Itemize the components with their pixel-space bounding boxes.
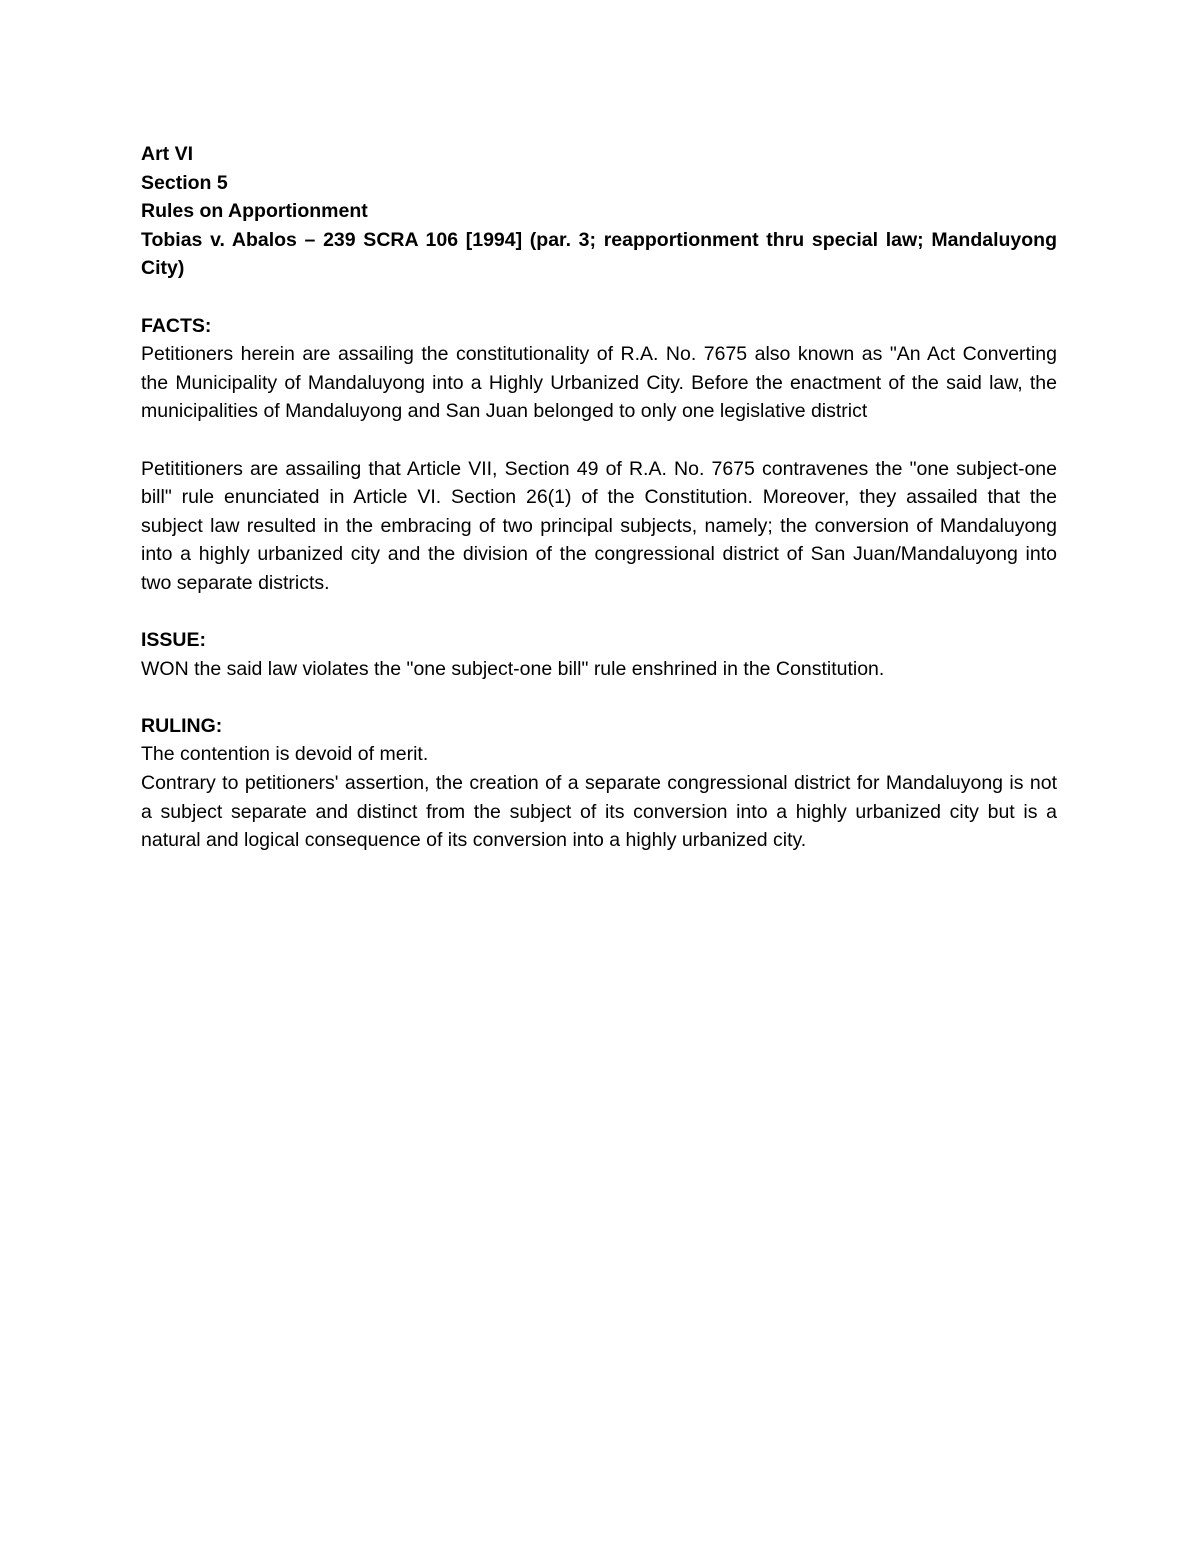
facts-paragraph-2: Petititioners are assailing that Article VII, Section 49 of R.A. No. 7675 contravenes the "one subject-one bill" rule enunciated in Article VI. Section 26(1) of the Constitution. Moreover, they assailed that the subject law resulted in the embracing of two principal subjects, namely; the conversion of Mandaluyong into a highly urbanized city and the division of the congressional district of San Juan/Mandaluyong into two separate districts. (141, 457, 1057, 594)
spacer (141, 598, 1057, 627)
spacer (141, 283, 1057, 312)
section-heading: Section 5 (141, 171, 228, 194)
spacer (141, 426, 1057, 455)
ruling-label: RULING: (141, 714, 223, 737)
article-heading: Art VI (141, 143, 194, 165)
document-page (141, 140, 1057, 855)
ruling-paragraph-2: Contrary to petitioners' assertion, the creation of a separate congressional district for Mandaluyong is not a subject separate and distinct from the subject of its conversion into a highly urbanized city but is a natural and logical consequence of its conversion into a highly urbanized city. (141, 772, 1057, 852)
facts-paragraph-1: Petitioners herein are assailing the constitutionality of R.A. No. 7675 also known as "An Act Converting the Municipality of Mandaluyong into a Highly Urbanized City. Before the enactment of the said law, the municipalities of Mandaluyong and San Juan belonged to only one legislative district (141, 343, 1057, 423)
ruling-paragraph-1: The contention is devoid of merit. (141, 743, 429, 766)
case-title: Tobias v. Abalos – 239 SCRA 106 [1994] (par. 3; reapportionment thru special law; Mandaluyong City) (141, 228, 1057, 280)
topic-heading: Rules on Apportionment (141, 200, 368, 223)
facts-label: FACTS: (141, 314, 212, 337)
issue-label: ISSUE: (141, 629, 207, 652)
issue-text: WON the said law violates the "one subject-one bill" rule enshrined in the Constitution. (141, 657, 885, 680)
spacer (141, 683, 1057, 712)
